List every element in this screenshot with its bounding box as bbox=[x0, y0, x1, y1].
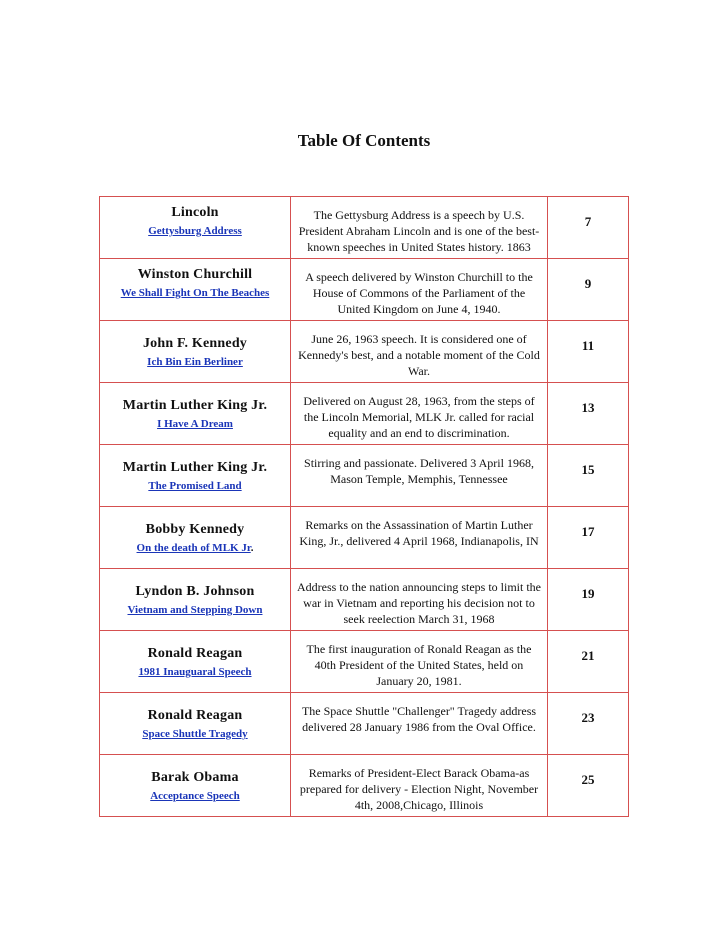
page-number: 19 bbox=[548, 569, 629, 631]
page-number: 23 bbox=[548, 693, 629, 755]
speaker-cell bbox=[100, 507, 291, 569]
speaker-name: Bobby Kennedy bbox=[145, 522, 245, 537]
speaker-name: Ronald Reagan bbox=[147, 708, 243, 723]
description-cell: Remarks on the Assassination of Martin Luther King, Jr., delivered 4 April 1968, Indianapolis, IN bbox=[291, 507, 548, 569]
description-cell: Remarks of President-Elect Barack Obama-as prepared for delivery - Election Night, November 4th, 2008,Chicago, Illinois bbox=[291, 755, 548, 817]
table-row bbox=[100, 197, 629, 259]
page-number: 25 bbox=[548, 755, 629, 817]
table-row bbox=[100, 569, 629, 631]
speech-link[interactable]: Vietnam and Stepping Down bbox=[127, 604, 263, 616]
speaker-cell bbox=[100, 259, 291, 321]
contents-table bbox=[99, 196, 629, 817]
speech-link[interactable]: I Have A Dream bbox=[157, 418, 233, 430]
speaker-name: Martin Luther King Jr. bbox=[122, 398, 268, 413]
table-row bbox=[100, 507, 629, 569]
page-number: 9 bbox=[548, 259, 629, 321]
table-row bbox=[100, 755, 629, 817]
page-number: 7 bbox=[548, 197, 629, 259]
speaker-cell bbox=[100, 197, 291, 259]
speech-link[interactable]: Space Shuttle Tragedy bbox=[142, 728, 248, 740]
page-number: 15 bbox=[548, 445, 629, 507]
speaker-cell bbox=[100, 755, 291, 817]
page-number: 11 bbox=[548, 321, 629, 383]
page-number: 21 bbox=[548, 631, 629, 693]
speech-link[interactable]: On the death of MLK Jr bbox=[136, 542, 251, 554]
description-cell: Address to the nation announcing steps to limit the war in Vietnam and reporting his decision not to seek reelection March 31, 1968 bbox=[291, 569, 548, 631]
table-row bbox=[100, 259, 629, 321]
speech-link[interactable]: We Shall Fight On The Beaches bbox=[120, 287, 270, 299]
speaker-cell bbox=[100, 569, 291, 631]
speaker-cell bbox=[100, 321, 291, 383]
speech-suffix: . bbox=[250, 542, 254, 554]
page-number: 17 bbox=[548, 507, 629, 569]
speech-link[interactable]: Acceptance Speech bbox=[150, 790, 240, 802]
speech-link[interactable]: The Promised Land bbox=[148, 480, 242, 492]
speech-link[interactable]: 1981 Inauguaral Speech bbox=[138, 666, 252, 678]
page-title: Table Of Contents bbox=[297, 131, 431, 150]
table-row bbox=[100, 693, 629, 755]
description-cell: The first inauguration of Ronald Reagan as the 40th President of the United States, held on January 20, 1981. bbox=[291, 631, 548, 693]
description-cell: The Space Shuttle "Challenger" Tragedy address delivered 28 January 1986 from the Oval Office. bbox=[291, 693, 548, 755]
speaker-name: Winston Churchill bbox=[137, 267, 253, 282]
speaker-cell bbox=[100, 445, 291, 507]
table-row bbox=[100, 445, 629, 507]
table-row bbox=[100, 383, 629, 445]
speaker-name: Barak Obama bbox=[151, 770, 239, 785]
description-cell: Stirring and passionate. Delivered 3 April 1968, Mason Temple, Memphis, Tennessee bbox=[291, 445, 548, 507]
speaker-cell bbox=[100, 383, 291, 445]
speaker-name: Martin Luther King Jr. bbox=[122, 460, 268, 475]
speaker-name: Lincoln bbox=[171, 205, 219, 220]
description-cell: June 26, 1963 speech. It is considered one of Kennedy's best, and a notable moment of the Cold War. bbox=[291, 321, 548, 383]
table-row bbox=[100, 631, 629, 693]
speech-link[interactable]: Gettysburg Address bbox=[148, 225, 242, 237]
speech-link-wrap bbox=[100, 542, 290, 554]
description-cell: Delivered on August 28, 1963, from the steps of the Lincoln Memorial, MLK Jr. called for racial equality and an end to discrimination. bbox=[291, 383, 548, 445]
speaker-name: Ronald Reagan bbox=[147, 646, 243, 661]
speech-link[interactable]: Ich Bin Ein Berliner bbox=[147, 356, 243, 368]
speaker-cell bbox=[100, 693, 291, 755]
speaker-name: John F. Kennedy bbox=[142, 336, 247, 351]
speaker-cell bbox=[100, 631, 291, 693]
description-cell: A speech delivered by Winston Churchill to the House of Commons of the Parliament of the United Kingdom on June 4, 1940. bbox=[291, 259, 548, 321]
speaker-name: Lyndon B. Johnson bbox=[135, 584, 255, 599]
description-cell: The Gettysburg Address is a speech by U.S. President Abraham Lincoln and is one of the best-known speeches in United States history. 1863 bbox=[291, 197, 548, 259]
page-number: 13 bbox=[548, 383, 629, 445]
table-row bbox=[100, 321, 629, 383]
